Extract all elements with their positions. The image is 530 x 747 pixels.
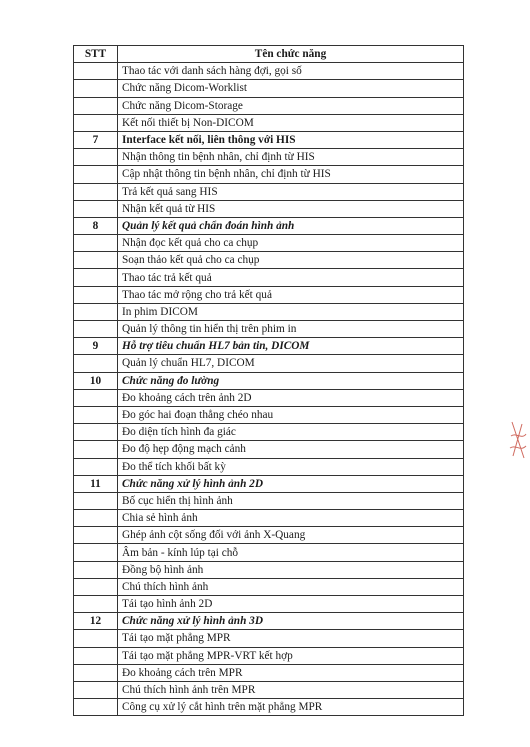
row-stt: 11 — [74, 475, 118, 492]
row-stt: 8 — [74, 217, 118, 234]
row-stt — [74, 200, 118, 217]
table-row — [74, 149, 464, 166]
table-row — [74, 441, 464, 458]
row-function-name: Nhận đọc kết quả cho ca chụp — [118, 235, 464, 252]
table-row — [74, 596, 464, 613]
row-function-name: Trả kết quả sang HIS — [118, 183, 464, 200]
row-function-name: Soạn thảo kết quả cho ca chụp — [118, 252, 464, 269]
row-function-name: Đồng bộ hình ảnh — [118, 561, 464, 578]
row-stt — [74, 252, 118, 269]
row-function-name: Quản lý chuẩn HL7, DICOM — [118, 355, 464, 372]
table-row-section — [74, 372, 464, 389]
table-row — [74, 424, 464, 441]
function-table — [73, 45, 464, 716]
table-row — [74, 389, 464, 406]
row-function-name: Đo thể tích khối bất kỳ — [118, 458, 464, 475]
row-function-name: Thao tác mở rộng cho trả kết quả — [118, 286, 464, 303]
table-row — [74, 321, 464, 338]
table-row — [74, 303, 464, 320]
row-function-name: Chức năng đo lường — [118, 372, 464, 389]
row-stt — [74, 544, 118, 561]
table-body — [74, 63, 464, 716]
row-stt — [74, 681, 118, 698]
row-function-name: Thao tác trả kết quả — [118, 269, 464, 286]
row-stt — [74, 630, 118, 647]
table-row — [74, 80, 464, 97]
row-stt — [74, 492, 118, 509]
row-function-name: Chức năng xử lý hình ảnh 3D — [118, 613, 464, 630]
table-row-section — [74, 475, 464, 492]
row-stt — [74, 114, 118, 131]
row-stt — [74, 321, 118, 338]
table-row — [74, 286, 464, 303]
table-row-section — [74, 613, 464, 630]
row-function-name: Nhận kết quả từ HIS — [118, 200, 464, 217]
table-row — [74, 630, 464, 647]
table-row-section — [74, 131, 464, 148]
table-row — [74, 458, 464, 475]
table-row-section — [74, 217, 464, 234]
row-function-name: Tái tạo hình ảnh 2D — [118, 596, 464, 613]
table-row — [74, 200, 464, 217]
row-stt — [74, 269, 118, 286]
row-function-name: Tái tạo mặt phẳng MPR — [118, 630, 464, 647]
table-row — [74, 699, 464, 716]
row-stt — [74, 406, 118, 423]
row-stt — [74, 664, 118, 681]
table-row — [74, 114, 464, 131]
row-stt — [74, 699, 118, 716]
table-row — [74, 355, 464, 372]
table-row-section — [74, 338, 464, 355]
table-row — [74, 492, 464, 509]
row-function-name: Nhận thông tin bệnh nhân, chỉ định từ HIS — [118, 149, 464, 166]
row-function-name: Đo độ hẹp động mạch cảnh — [118, 441, 464, 458]
row-function-name: Ghép ảnh cột sống đối với ảnh X-Quang — [118, 527, 464, 544]
row-function-name: Chức năng xử lý hình ảnh 2D — [118, 475, 464, 492]
table-row — [74, 561, 464, 578]
row-function-name: Đo khoảng cách trên MPR — [118, 664, 464, 681]
row-stt — [74, 458, 118, 475]
row-function-name: Quản lý kết quả chẩn đoán hình ảnh — [118, 217, 464, 234]
table-row — [74, 406, 464, 423]
row-function-name: Cập nhật thông tin bệnh nhân, chỉ định từ HIS — [118, 166, 464, 183]
table-row — [74, 269, 464, 286]
row-function-name: Chia sẻ hình ảnh — [118, 510, 464, 527]
row-stt — [74, 97, 118, 114]
row-stt — [74, 596, 118, 613]
row-function-name: Công cụ xử lý cắt hình trên mặt phẳng MPR — [118, 699, 464, 716]
row-function-name: Âm bản - kính lúp tại chỗ — [118, 544, 464, 561]
row-function-name: Kết nối thiết bị Non-DICOM — [118, 114, 464, 131]
table-row — [74, 166, 464, 183]
row-stt — [74, 441, 118, 458]
table-row — [74, 252, 464, 269]
row-stt — [74, 235, 118, 252]
row-function-name: Bố cục hiển thị hình ảnh — [118, 492, 464, 509]
table-row — [74, 527, 464, 544]
row-stt — [74, 149, 118, 166]
table-row — [74, 664, 464, 681]
row-stt — [74, 561, 118, 578]
signature-stamp-icon — [508, 418, 528, 464]
row-function-name: Hỗ trợ tiêu chuẩn HL7 bản tin, DICOM — [118, 338, 464, 355]
table-row — [74, 544, 464, 561]
row-stt — [74, 389, 118, 406]
row-function-name: Interface kết nối, liên thông với HIS — [118, 131, 464, 148]
row-stt — [74, 303, 118, 320]
row-stt — [74, 647, 118, 664]
row-stt: 9 — [74, 338, 118, 355]
row-stt — [74, 510, 118, 527]
row-stt — [74, 166, 118, 183]
row-function-name: Chức năng Dicom-Worklist — [118, 80, 464, 97]
row-function-name: In phim DICOM — [118, 303, 464, 320]
row-function-name: Đo khoảng cách trên ảnh 2D — [118, 389, 464, 406]
row-function-name: Chú thích hình ảnh trên MPR — [118, 681, 464, 698]
row-stt: 7 — [74, 131, 118, 148]
row-function-name: Chức năng Dicom-Storage — [118, 97, 464, 114]
row-stt — [74, 424, 118, 441]
row-stt — [74, 80, 118, 97]
row-function-name: Chú thích hình ảnh — [118, 578, 464, 595]
row-stt: 10 — [74, 372, 118, 389]
table-row — [74, 510, 464, 527]
table-row — [74, 235, 464, 252]
row-stt: 12 — [74, 613, 118, 630]
row-stt — [74, 355, 118, 372]
table-row — [74, 647, 464, 664]
table-row — [74, 97, 464, 114]
row-stt — [74, 286, 118, 303]
row-function-name: Đo góc hai đoạn thẳng chéo nhau — [118, 406, 464, 423]
row-function-name: Quản lý thông tin hiển thị trên phim in — [118, 321, 464, 338]
row-function-name: Đo diện tích hình đa giác — [118, 424, 464, 441]
row-function-name: Tái tạo mặt phẳng MPR-VRT kết hợp — [118, 647, 464, 664]
table-row — [74, 63, 464, 80]
table-row — [74, 578, 464, 595]
row-stt — [74, 183, 118, 200]
header-stt: STT — [74, 46, 118, 63]
table-row — [74, 681, 464, 698]
row-function-name: Thao tác với danh sách hàng đợi, gọi số — [118, 63, 464, 80]
table-header-row — [74, 46, 464, 63]
table-row — [74, 183, 464, 200]
header-function-name: Tên chức năng — [118, 46, 464, 63]
row-stt — [74, 527, 118, 544]
row-stt — [74, 63, 118, 80]
row-stt — [74, 578, 118, 595]
